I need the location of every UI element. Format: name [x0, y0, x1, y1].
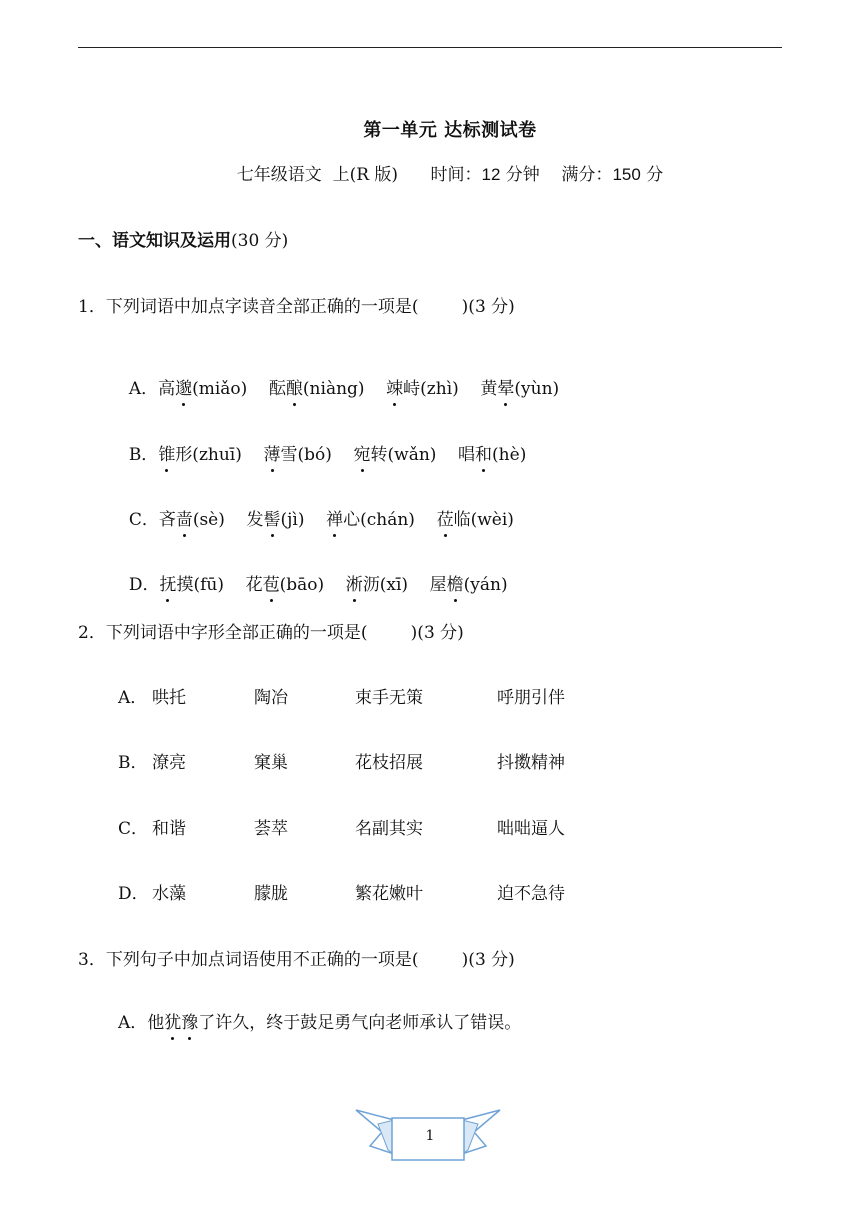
section-title: 一、语文知识及运用 — [78, 231, 231, 251]
page-number: 1 — [425, 1128, 435, 1144]
pinyin-item: 花苞(bāo) — [246, 575, 325, 595]
q1-option-b — [118, 420, 526, 465]
q1-option-a — [118, 354, 559, 399]
score-suffix: 分 — [640, 165, 664, 185]
word-4: 呼朋引伴 — [497, 688, 565, 708]
q1-option-c — [118, 485, 514, 530]
time-suffix: 分钟 满分： — [500, 165, 613, 185]
question-2-stem: 2．下列词语中字形全部正确的一项是( )(3 分) — [78, 623, 464, 643]
question-3-stem: 3．下列句子中加点词语使用不正确的一项是( )(3 分) — [78, 950, 515, 970]
section-heading — [78, 226, 288, 251]
subtitle-prefix: 七年级语文 上(R 版) 时间： — [236, 165, 482, 185]
word-4: 抖擞精神 — [497, 753, 565, 773]
word-2: 陶冶 — [254, 688, 288, 708]
pinyin-item: 唱和(hè) — [458, 445, 526, 465]
pinyin-item: 屋檐(yán) — [430, 575, 508, 595]
option-letter: D． — [128, 575, 160, 595]
word-1: 水藻 — [152, 884, 186, 904]
pinyin-item: 吝啬(sè) — [159, 510, 225, 530]
section-points: (30 分) — [231, 231, 289, 251]
word-4: 迫不急待 — [497, 884, 565, 904]
exam-subtitle — [0, 160, 860, 185]
header-rule — [78, 47, 782, 48]
pinyin-item: 宛转(wǎn) — [354, 445, 437, 465]
time-value: 12 — [481, 165, 501, 184]
word-1: 哄托 — [152, 688, 186, 708]
dotted-char: 犹 — [164, 1008, 181, 1033]
dotted-char: 豫 — [181, 1008, 198, 1033]
pinyin-item: 抚摸(fū) — [159, 575, 224, 595]
option-letter: A． — [118, 688, 148, 708]
pinyin-item: 黄晕(yùn) — [480, 379, 559, 399]
page-title: 第一单元 达标测试卷 — [363, 120, 537, 141]
question-1-stem: 1．下列词语中加点字读音全部正确的一项是( )(3 分) — [78, 297, 515, 317]
option-letter: A． — [118, 1013, 148, 1033]
pinyin-item: 淅沥(xī) — [346, 575, 408, 595]
sentence-rest: 了许久，终于鼓足勇气向老师承认了错误。 — [198, 1013, 522, 1033]
option-letter: C． — [118, 819, 149, 839]
word-3: 名副其实 — [355, 819, 423, 839]
option-letter: C． — [128, 510, 159, 530]
score-value: 150 — [612, 165, 641, 184]
pinyin-item: 竦峙(zhì) — [386, 379, 459, 399]
pinyin-item: 酝酿(niàng) — [269, 379, 365, 399]
word-1: 潦亮 — [152, 753, 186, 773]
option-letter: B． — [118, 753, 148, 773]
option-letter: B． — [128, 445, 159, 465]
word-4: 咄咄逼人 — [497, 819, 565, 839]
word-2: 荟萃 — [254, 819, 288, 839]
pinyin-item: 锥形(zhuī) — [158, 445, 242, 465]
word-2: 朦胧 — [254, 884, 288, 904]
word-3: 繁花嫩叶 — [355, 884, 423, 904]
word-1: 和谐 — [152, 819, 186, 839]
sentence-start: 他 — [147, 1013, 165, 1033]
pinyin-item: 高邈(miǎo) — [158, 379, 247, 399]
word-3: 束手无策 — [355, 688, 423, 708]
pinyin-item: 莅临(wèi) — [437, 510, 514, 530]
option-letter: D． — [118, 884, 149, 904]
pinyin-item: 禅心(chán) — [326, 510, 415, 530]
word-3: 花枝招展 — [355, 753, 423, 773]
q3-option-a — [118, 1008, 521, 1033]
option-letter: A． — [128, 379, 159, 399]
q1-option-d — [118, 550, 508, 595]
word-2: 窠巢 — [254, 753, 288, 773]
pinyin-item: 薄雪(bó) — [264, 445, 332, 465]
pinyin-item: 发髻(jì) — [247, 510, 305, 530]
